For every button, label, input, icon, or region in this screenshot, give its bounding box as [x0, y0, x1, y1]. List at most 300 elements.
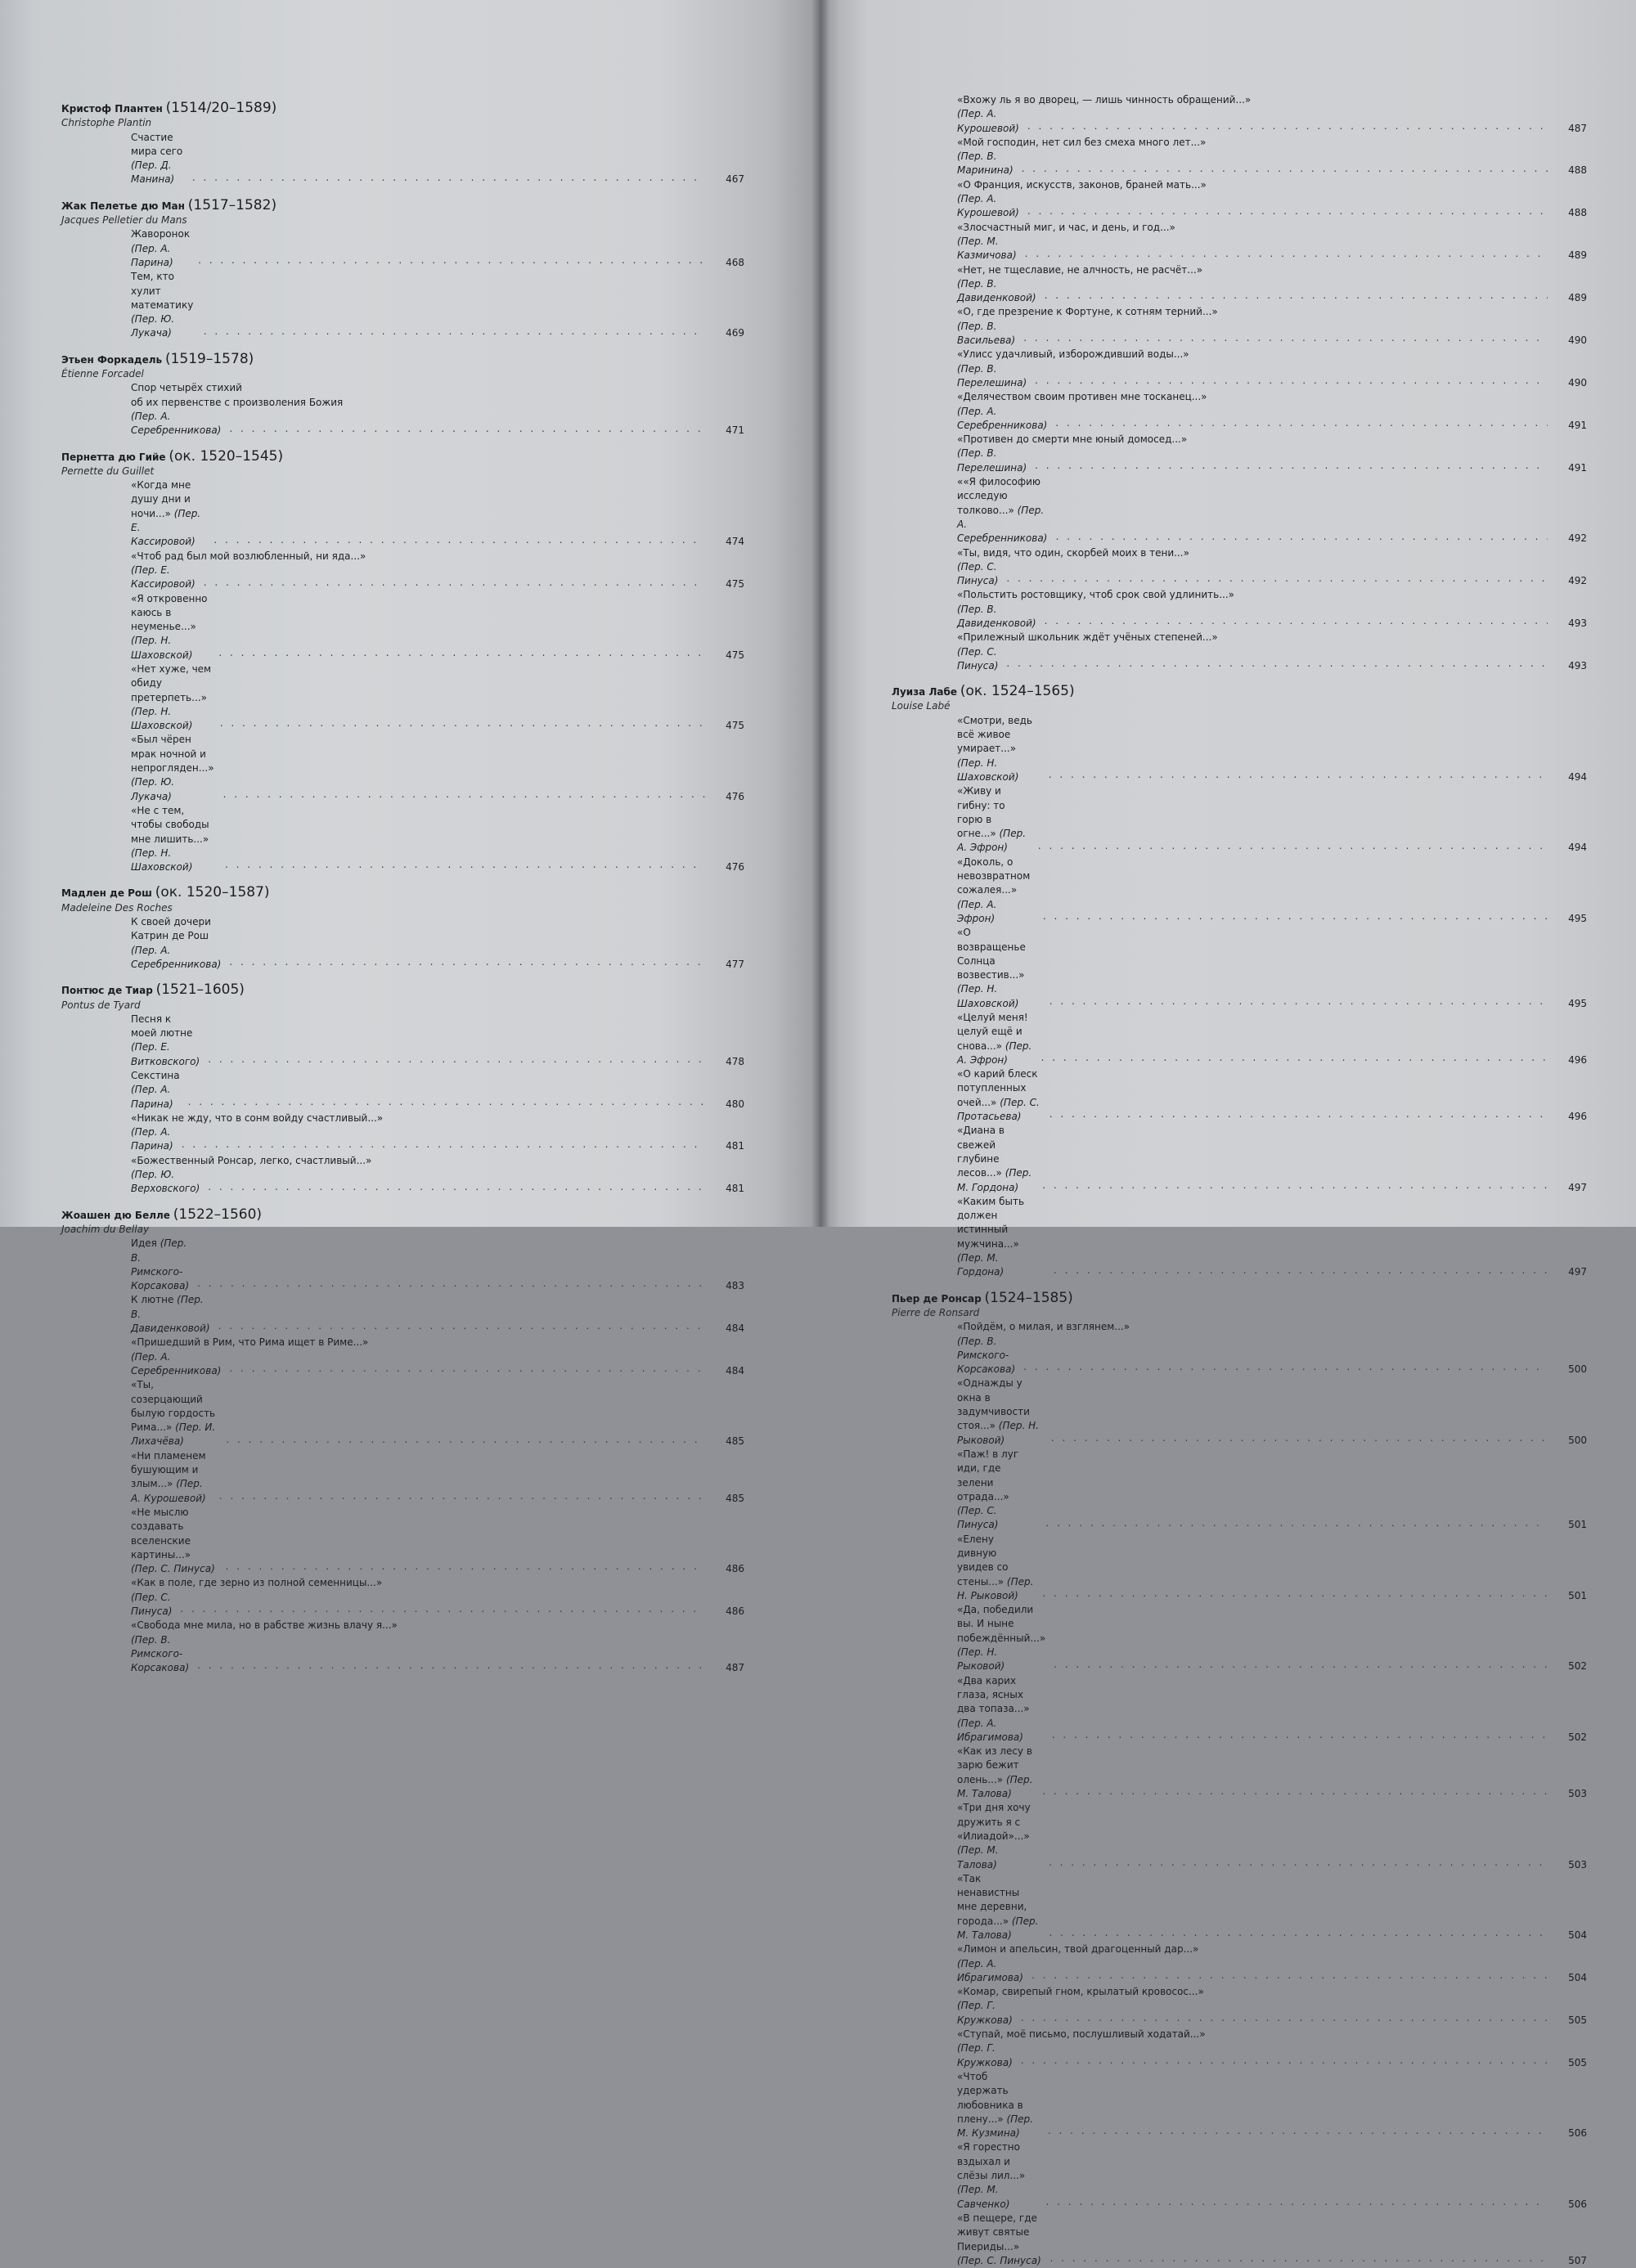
entry-text [957, 1448, 1037, 1533]
translator: (Пер. А. Курошевой) [131, 1478, 206, 1504]
toc-entry [61, 1013, 744, 1069]
author-years: (1524–1585) [984, 1289, 1073, 1306]
page-number: 501 [1568, 1519, 1587, 1531]
dot-leader [229, 957, 705, 967]
translator: (Пер. Н. Шаховской) [957, 983, 1019, 1009]
entry-text [957, 1745, 1034, 1801]
author-years: (1522–1560) [173, 1206, 263, 1223]
entry-text [131, 1237, 189, 1293]
entry-title-line [892, 305, 1587, 319]
entry-text [957, 2070, 1040, 2140]
translator: (Пер. В. Римского-Корсакова) [131, 1237, 190, 1292]
author-latin-name: Louise Labé [892, 700, 951, 712]
translator: (Пер. Г. Кружкова) [957, 2042, 1013, 2068]
page-number: 494 [1568, 770, 1587, 783]
entry-title: «Противен до смерти мне юный домосед...» [957, 433, 1188, 446]
page-number: 503 [1568, 1858, 1587, 1871]
entry-title: «Не мыслю создавать вселенские картины...» [131, 1506, 191, 1561]
page-number: 486 [726, 1605, 744, 1617]
entry-title: «Польстить ростовщику, чтоб срок свой удлинить...» [957, 589, 1234, 601]
toc-entry [892, 2140, 1587, 2211]
toc-entry [61, 410, 744, 438]
page-number: 501 [1568, 1589, 1587, 1601]
page-number: 485 [726, 1492, 744, 1504]
translator: (Пер. С. Протасьева) [957, 1096, 1040, 1123]
page-number: 486 [726, 1563, 744, 1575]
entry-text [131, 804, 217, 874]
entry-title-line [892, 588, 1587, 602]
toc-entry [61, 592, 744, 662]
author-block [61, 447, 744, 875]
translator: (Пер. В. Римского-Корсакова) [957, 1335, 1016, 1376]
toc-entry [61, 1591, 744, 1619]
entry-title: «Улисс удачливый, изборождивший воды...» [957, 348, 1189, 361]
entry-title: «Делячеством своим противен мне тосканец...» [957, 391, 1207, 403]
toc-entry [61, 1293, 744, 1336]
toc-entry [61, 1069, 744, 1112]
toc-entry [61, 1350, 744, 1379]
author-name: Жоашен дю Белле [61, 1209, 170, 1221]
translator: (Пер. С. Пинуса) [957, 1505, 999, 1531]
entry-title: «Как в поле, где зерно из полной семенницы...» [131, 1577, 383, 1589]
entry-text [957, 784, 1030, 855]
author-latin-name: Étienne Forcadel [61, 368, 144, 380]
toc-entry [892, 1067, 1587, 1124]
entry-text [957, 1377, 1043, 1447]
page-number: 490 [1568, 335, 1587, 347]
translator: (Пер. А. Серебренникова) [131, 1350, 222, 1377]
entry-title: «Ты, видя, что один, скорбей моих в тени...» [957, 546, 1189, 559]
page-number: 504 [1568, 1929, 1587, 1941]
toc-entry [892, 235, 1587, 263]
translator: (Пер. Е. Витковского) [131, 1041, 200, 1067]
author-name: Понтюс де Тиар [61, 985, 153, 997]
entry-title: «Каким быть должен истинный мужчина...» [957, 1195, 1025, 1250]
entry-title: «Мой господин, нет сил без смеха много лет...» [957, 136, 1207, 148]
dot-leader [180, 1604, 705, 1614]
entry-text [957, 475, 1048, 546]
author-block [61, 350, 744, 438]
author-block [61, 983, 744, 1196]
page-number: 480 [726, 1098, 744, 1110]
page-number: 489 [1568, 292, 1587, 304]
toc-entry [61, 662, 744, 733]
page-number: 497 [1568, 1181, 1587, 1193]
page-number: 502 [1568, 1731, 1587, 1743]
author-name: Мадлен де Рош [61, 887, 152, 900]
author-name: Луиза Лабе [892, 686, 958, 698]
page-number: 475 [726, 649, 744, 661]
author-years: (1521–1605) [155, 981, 245, 999]
dot-leader [1048, 2126, 1548, 2136]
dot-leader [1045, 2197, 1548, 2207]
entry-title: Счастие мира сего [131, 131, 183, 157]
entry-title: «О Франция, искусств, законов, браней мать...» [957, 178, 1207, 191]
dot-leader [188, 1097, 705, 1107]
toc-entry [892, 1377, 1587, 1447]
page-number: 483 [726, 1280, 744, 1292]
author-heading [61, 1208, 744, 1223]
page-number: 469 [726, 327, 744, 339]
entry-title: «Вхожу ль я во дворец, — лишь чинность обращений...» [957, 94, 1252, 106]
toc-entry [892, 1124, 1587, 1194]
dot-leader [1045, 1518, 1548, 1528]
dot-leader [1049, 2253, 1548, 2263]
toc-entry [892, 405, 1587, 433]
entry-title: Секстина [131, 1070, 180, 1081]
toc-entry [61, 1125, 744, 1154]
page-number: 468 [726, 256, 744, 268]
entry-title: «Да, победили вы. И ныне побеждённый...» [957, 1604, 1046, 1644]
entry-title: «Как из лесу в зарю бежит олень...» [957, 1745, 1032, 1785]
toc-entry [61, 564, 744, 592]
entry-title: «Ни пламенем бушующим и злым...» [131, 1449, 206, 1490]
dot-leader [1049, 996, 1548, 1006]
page-number: 491 [1568, 461, 1587, 474]
author-years: (ок. 1520–1587) [155, 884, 270, 901]
dot-leader [182, 1139, 705, 1149]
translator: (Пер. А. Серебренникова) [131, 410, 222, 437]
page-number: 507 [1568, 2254, 1587, 2266]
dot-leader [204, 577, 705, 587]
toc-entry [892, 645, 1587, 674]
entry-title: «Нет, не тщеславие, не алчность, не расчёт...» [957, 263, 1203, 276]
toc-entry [892, 1674, 1587, 1745]
entry-title: «О карий блеск потупленных очей...» [957, 1068, 1038, 1108]
translator: (Пер. В. Васильева) [957, 320, 1016, 347]
page-number: 496 [1568, 1111, 1587, 1123]
author-latin-name: Jacques Pelletier du Mans [61, 214, 187, 227]
author-heading [892, 685, 1587, 699]
translator: (Пер. Н. Шаховской) [131, 847, 193, 874]
translator: (Пер. А. Серебренникова) [957, 504, 1048, 545]
toc-entry [892, 107, 1587, 136]
page-number: 494 [1568, 842, 1587, 854]
entry-title-line [892, 221, 1587, 235]
page-number: 492 [1568, 575, 1587, 587]
translator: (Пер. И. Лихачёва) [131, 1421, 216, 1448]
toc-entry [61, 804, 744, 874]
translator: (Пер. Ю. Лукача) [131, 313, 175, 339]
dot-leader [1006, 573, 1548, 583]
toc-entry [61, 227, 744, 270]
entry-title: «Целуй меня! целуй ещё и снова...» [957, 1012, 1028, 1052]
toc-entry [892, 475, 1587, 546]
dot-leader [1023, 333, 1548, 343]
entry-title: «Комар, свирепый гном, крылатый кровосос...» [957, 1986, 1204, 1998]
entry-title: «Диана в свежей глубине лесов...» [957, 1125, 1005, 1179]
dot-leader [1027, 206, 1548, 216]
toc-entry [892, 1603, 1587, 1673]
dot-leader [1051, 1433, 1548, 1443]
page-number: 505 [1568, 2056, 1587, 2068]
dot-leader [1045, 290, 1548, 300]
entry-title: «Пойдём, о милая, и взглянем...» [957, 1321, 1130, 1333]
translator: (Пер. М. Гордона) [957, 1252, 1005, 1278]
page-number: 474 [726, 536, 744, 548]
entry-text [957, 1674, 1044, 1745]
entry-title: «Когда мне душу дни и ночи...» [131, 479, 191, 519]
entry-text [131, 1378, 218, 1448]
translator: (Пер. А. Эфрон) [957, 1040, 1032, 1066]
dot-leader [192, 173, 705, 182]
author-latin-name: Madeleine Des Roches [61, 901, 173, 914]
entry-title: «Пришедший в Рим, что Рима ищет в Риме...» [131, 1336, 369, 1349]
page-number: 476 [726, 861, 744, 874]
entry-title: «Ступай, моё письмо, послушливый ходатай...» [957, 2028, 1206, 2041]
entry-title: «Прилежный школьник ждёт учёных степеней...» [957, 631, 1218, 644]
page-number: 496 [1568, 1053, 1587, 1066]
page-number: 500 [1568, 1434, 1587, 1446]
page-number: 491 [1568, 419, 1587, 431]
entry-title: «Я откровенно каюсь в неуменье...» [131, 592, 208, 633]
entry-title: ««Я философию исследую толково...» [957, 476, 1041, 516]
dot-leader [198, 255, 705, 265]
author-heading [61, 447, 744, 465]
translator: (Пер. Г. Кружкова) [957, 2000, 1013, 2026]
dot-leader [219, 1491, 705, 1501]
translator: (Пер. М. Савченко) [957, 2184, 1010, 2210]
page-number: 477 [726, 958, 744, 970]
translator: (Пер. В. Давиденковой) [957, 603, 1036, 629]
author-name: Кристоф Плантен [61, 103, 163, 115]
dot-leader [204, 326, 705, 336]
author-latin-name: Christophe Plantin [61, 117, 152, 129]
entry-title-line [61, 396, 744, 410]
author-years: (1519–1578) [164, 350, 254, 367]
entry-text [957, 714, 1040, 784]
entry-text [131, 592, 210, 662]
toc-entry [892, 1801, 1587, 1871]
page-number: 489 [1568, 249, 1587, 262]
entry-title-line [892, 1985, 1587, 1999]
page-number: 488 [1568, 164, 1587, 177]
translator: (Пер. Н. Шаховской) [131, 705, 193, 732]
toc-entry [892, 926, 1587, 1011]
dot-leader [1035, 375, 1548, 385]
toc-entry [61, 1168, 744, 1197]
toc-entry [892, 1335, 1587, 1377]
toc-entry [892, 447, 1587, 475]
dot-leader [1049, 1928, 1548, 1938]
entry-text [131, 478, 205, 549]
dot-leader [229, 424, 705, 433]
translator: (Пер. Ю. Верховского) [131, 1169, 200, 1195]
dot-leader [1041, 1053, 1548, 1062]
dot-leader [1042, 1786, 1548, 1796]
dot-leader [1006, 658, 1548, 668]
entry-text [131, 131, 184, 187]
entry-title: «Доколь, о невозвратном сожалея...» [957, 856, 1031, 896]
entry-title-line [892, 546, 1587, 560]
dot-leader [225, 860, 705, 869]
toc-entry [892, 603, 1587, 631]
entry-text [131, 662, 212, 733]
toc-entry [892, 1448, 1587, 1533]
entry-title: «Так ненавистны мне деревни, города...» [957, 1872, 1027, 1927]
entry-title-line [892, 1320, 1587, 1334]
translator: (Пер. В. Перелешина) [957, 362, 1027, 388]
toc-entry [61, 1633, 744, 1676]
dot-leader [208, 1054, 705, 1064]
entry-title-line [61, 550, 744, 564]
page-number: 478 [726, 1055, 744, 1067]
translator: (Пер. С. Пинуса) [957, 645, 999, 671]
page-number: 502 [1568, 1660, 1587, 1673]
author-years: (1517–1582) [187, 196, 277, 213]
dot-leader [1035, 460, 1548, 470]
entry-title: Тем, кто хулит математику [131, 271, 194, 311]
toc-entry [892, 560, 1587, 589]
translator: (Пер. А. Серебренникова) [131, 944, 222, 970]
author-years: (ок. 1520–1545) [169, 447, 284, 465]
toc-entry [892, 1195, 1587, 1280]
author-years: (ок. 1524–1565) [960, 683, 1075, 700]
entry-title-line [61, 1576, 744, 1590]
entry-text [957, 1011, 1033, 1067]
translator: (Пер. Н. Шаховской) [131, 635, 193, 661]
entry-title: «О, где презрение к Фортуне, к сотням терний...» [957, 306, 1218, 318]
dot-leader [208, 1182, 705, 1192]
author-heading [61, 886, 744, 900]
book-gutter [811, 0, 829, 1227]
toc-entry [892, 714, 1587, 784]
dot-leader [1031, 1970, 1548, 1980]
entry-title: «Ты, созерцающий былую гордость Рима...» [131, 1379, 216, 1434]
toc-entry [61, 1378, 744, 1448]
toc-entry [892, 1872, 1587, 1942]
dot-leader [213, 535, 705, 545]
translator: (Пер. А. Эфрон) [957, 828, 1027, 854]
toc-entry [61, 1506, 744, 1576]
author-latin-name: Joachim du Bellay [61, 1223, 150, 1235]
translator: (Пер. Е. Кассировой) [131, 507, 201, 548]
entry-title-line [61, 381, 744, 395]
page-number: 484 [726, 1364, 744, 1377]
entry-text [131, 915, 221, 972]
translator: (Пер. А. Курошевой) [957, 108, 1019, 134]
translator: (Пер. В. Маринина) [957, 150, 1014, 177]
entry-text [957, 2140, 1037, 2211]
translator: (Пер. В. Римского-Корсакова) [131, 1633, 190, 1674]
entry-text [131, 227, 190, 270]
page-number: 475 [726, 578, 744, 591]
entry-text [131, 1013, 200, 1069]
entry-title: «Был чёрен мрак ночной и непрогляден...» [131, 734, 214, 775]
page-number: 485 [726, 1435, 744, 1448]
entry-title: Спор четырёх стихий [131, 382, 242, 394]
toc-entry [892, 784, 1587, 855]
entry-title: «Паж! в луг иди, где зелени отрада...» [957, 1448, 1019, 1502]
entry-title-line [892, 390, 1587, 404]
page-number: 481 [726, 1183, 744, 1195]
entry-title: К лютне [131, 1294, 174, 1306]
entry-title: об их первенстве с произволения Божия [131, 396, 344, 408]
page-number: 493 [1568, 659, 1587, 671]
translator: (Пер. Н. Шаховской) [957, 757, 1019, 783]
toc-entry [892, 150, 1587, 178]
entry-title: К своей дочери Катрин де Рош [131, 916, 211, 942]
entry-title: «Однажды у окна в задумчивости стоя...» [957, 1377, 1030, 1432]
page-number: 505 [1568, 2014, 1587, 2026]
author-block [892, 685, 1587, 1279]
dot-leader [1043, 911, 1548, 921]
entry-title: «Три дня хочу дружить я с «Илиадой»...» [957, 1802, 1031, 1842]
entry-title-line [892, 136, 1587, 150]
entry-text [957, 1872, 1040, 1942]
entry-text [957, 1067, 1041, 1124]
author-latin-name: Pontus de Tyard [61, 999, 141, 1011]
entry-title-line [892, 178, 1587, 192]
author-block [61, 1208, 744, 1676]
dot-leader [226, 1561, 705, 1571]
entry-title-line [892, 2028, 1587, 2041]
entry-title-line [61, 1336, 744, 1350]
entry-title-line [61, 1112, 744, 1125]
page-number: 497 [1568, 1266, 1587, 1278]
translator: (Пер. М. Кузмина) [957, 2113, 1033, 2140]
entry-title-line [892, 433, 1587, 447]
toc-entry [892, 1011, 1587, 1067]
toc-entry [892, 1999, 1587, 2028]
dot-leader [218, 1321, 705, 1331]
translator: (Пер. М. Талова) [957, 1844, 999, 1871]
entry-text [131, 1449, 211, 1506]
dot-leader [1045, 616, 1548, 626]
entry-title: «Чтоб удержать любовника в плену...» [957, 2070, 1023, 2125]
translator: (Пер. С. Пинуса) [131, 1591, 173, 1617]
translator: (Пер. М. Талова) [957, 1773, 1033, 1800]
author-block [61, 196, 744, 341]
translator: (Пер. С. Пинуса) [957, 560, 999, 587]
entry-text [131, 1293, 210, 1336]
page-number: 487 [1568, 122, 1587, 134]
entry-title: «Елену дивную увидев со стены...» [957, 1533, 1009, 1588]
toc-entry [892, 277, 1587, 306]
toc-entry [61, 478, 744, 549]
page-number: 471 [726, 424, 744, 437]
entry-title: Идея [131, 1237, 157, 1250]
left-toc [61, 101, 744, 1675]
entry-title-line [892, 1942, 1587, 1956]
toc-entry [61, 733, 744, 803]
entry-text [957, 2212, 1041, 2268]
entry-title-line [892, 93, 1587, 107]
page-number: 495 [1568, 997, 1587, 1009]
toc-entry [892, 2041, 1587, 2070]
entry-title: «В пещере, где живут святые Пиериды...» [957, 2212, 1037, 2252]
toc-entry [892, 192, 1587, 221]
dot-leader [1052, 1730, 1548, 1740]
dot-leader [1022, 164, 1548, 173]
toc-entry [892, 1957, 1587, 1986]
entry-title-line [892, 348, 1587, 362]
translator: (Пер. А. Парина) [131, 242, 173, 268]
dot-leader [218, 648, 705, 658]
toc-entry [892, 362, 1587, 391]
entry-title: «Злосчастный миг, и час, и день, и год...» [957, 221, 1175, 233]
entry-title-line [61, 1619, 744, 1633]
page-number: 490 [1568, 376, 1587, 388]
dot-leader [1043, 1588, 1548, 1598]
author-latin-name: Pernette du Guillet [61, 465, 155, 477]
continued-entries [892, 93, 1587, 673]
translator: (Пер. М. Казмичова) [957, 235, 1017, 262]
translator: (Пер. Е. Кассировой) [131, 564, 196, 591]
translator: (Пер. А. Курошевой) [957, 193, 1019, 219]
dot-leader [1025, 249, 1548, 258]
entry-title: «Два карих глаза, ясных два топаза...» [957, 1674, 1030, 1715]
